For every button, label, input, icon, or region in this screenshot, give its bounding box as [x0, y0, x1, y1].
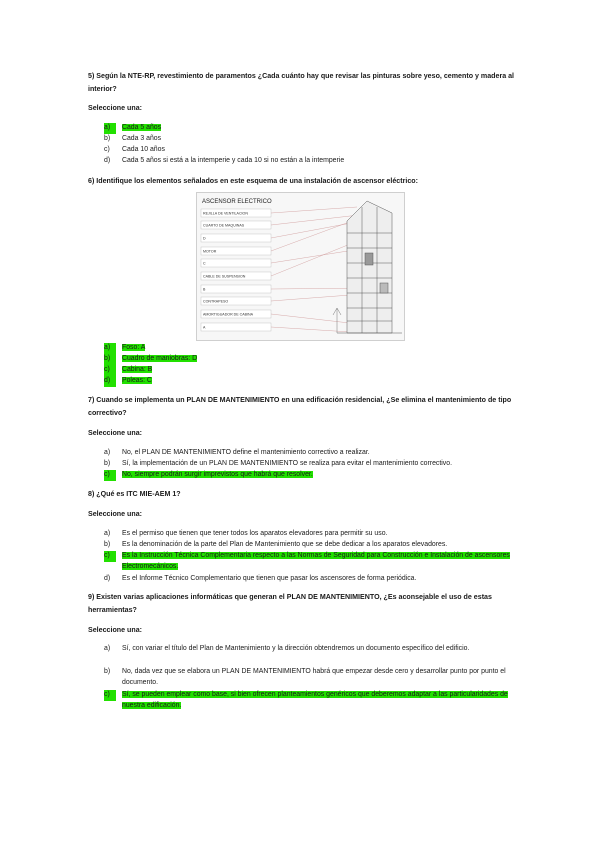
question-5-select-label: Seleccione una: — [88, 104, 143, 112]
elevator-diagram — [196, 192, 405, 341]
option-letter: a) — [104, 645, 111, 652]
option-text: Cada 10 años — [122, 146, 165, 153]
option-text: Cada 5 años si está a la intemperie y cada 10 si no están a la intemperie — [122, 157, 345, 164]
question-7-select-label: Seleccione una: — [88, 429, 143, 437]
diagram-label: MOTOR — [203, 249, 217, 254]
question-6-title: 6) Identifique los elementos señalados en este esquema de una instalación de ascensor eléctrico: — [88, 177, 418, 185]
question-5-title: 5) Según la NTE-RP, revestimiento de paramentos ¿Cada cuánto hay que revisar las pinturas sobre yeso, cemento y madera al interior? — [88, 72, 515, 93]
diagram-label: AMORTIGUADOR DE CABINA — [203, 312, 254, 317]
option-text: Cuadro de maniobras: D — [122, 355, 198, 362]
option-text: Foso: A — [122, 344, 146, 351]
option-letter: c) — [104, 470, 116, 481]
option-text: Sí, se pueden emplear como base, si bien ofrecen planteamientos genéricos que deberemos adaptar a las particularidades de nuestra edificación. — [122, 691, 508, 709]
diagram-title: ASCENSOR ELECTRICO — [202, 199, 272, 205]
question-7-title: 7) Cuando se implementa un PLAN DE MANTENIMIENTO en una edificación residencial, ¿Se elimina el mantenimiento de tipo correctivo? — [88, 396, 512, 417]
option-letter: b) — [104, 135, 111, 142]
diagram-label: B — [203, 287, 206, 292]
question-9-title: 9) Existen varias aplicaciones informáticas que generan el PLAN DE MANTENIMIENTO, ¿Es aconsejable el uso de estas herramientas? — [88, 593, 492, 614]
option-text: Cada 3 años — [122, 135, 162, 142]
option-text: No, siempre podrán surgir imprevistos que habrá que resolver. — [122, 471, 313, 478]
option-letter: d) — [104, 376, 116, 387]
option-letter: b) — [104, 541, 111, 548]
option-letter: d) — [104, 575, 111, 582]
option-letter: b) — [104, 460, 111, 467]
option-letter: a) — [104, 530, 111, 537]
question-9-select-label: Seleccione una: — [88, 626, 143, 634]
option-letter: c) — [104, 690, 116, 701]
option-letter: a) — [104, 343, 116, 354]
option-text: Sí, la implementación de un PLAN DE MANTENIMIENTO se realiza para evitar el mantenimiento correctivo. — [122, 460, 452, 467]
diagram-label: CONTRAPESO — [203, 299, 229, 304]
option-text: Es el permiso que tienen que tener todos los aparatos elevadores para permitir su uso. — [122, 530, 388, 537]
option-letter: b) — [104, 354, 116, 365]
diagram-label: C — [203, 261, 206, 266]
option-text: Es la Instrucción Técnica Complementaria respecto a las Normas de Seguridad para Construcción e Instalación de ascensores Electromecánicos. — [122, 552, 510, 570]
question-8-title: 8) ¿Qué es ITC MIE-AEM 1? — [88, 490, 181, 498]
option-letter: c) — [104, 146, 110, 153]
option-text: No, dada vez que se elabora un PLAN DE MANTENIMIENTO habrá que empezar desde cero y desarrollar punto por punto el documento. — [122, 668, 506, 686]
option-text: Cada 5 años — [122, 124, 162, 131]
option-letter: b) — [104, 668, 111, 675]
option-letter: a) — [104, 123, 116, 134]
option-text: Poleas: C — [122, 377, 152, 384]
option-letter: d) — [104, 157, 111, 164]
diagram-label: D — [203, 236, 206, 241]
option-text: Sí, con variar el título del Plan de Mantenimiento y la dirección obtendremos un documento específico del edificio. — [122, 645, 470, 652]
diagram-label: CUARTO DE MAQUINAS — [203, 223, 245, 228]
option-text: Cabina: B — [122, 366, 153, 373]
option-letter: a) — [104, 449, 111, 456]
option-letter: c) — [104, 365, 116, 376]
option-text: Es la denominación de la parte del Plan de Mantenimiento que se debe dedicar a los aparatos elevadores. — [122, 541, 448, 548]
option-text: Es el Informe Técnico Complementario que tienen que pasar los ascensores de forma periódica. — [122, 575, 417, 582]
question-8-select-label: Seleccione una: — [88, 510, 143, 518]
diagram-label: CABLE DE SUSPENSION — [203, 274, 246, 279]
diagram-label: A — [203, 325, 206, 330]
diagram-label: REJILLA DE VENTILACION — [203, 211, 248, 216]
option-text: No, el PLAN DE MANTENIMIENTO define el mantenimiento correctivo a realizar. — [122, 449, 370, 456]
option-letter: c) — [104, 551, 116, 562]
